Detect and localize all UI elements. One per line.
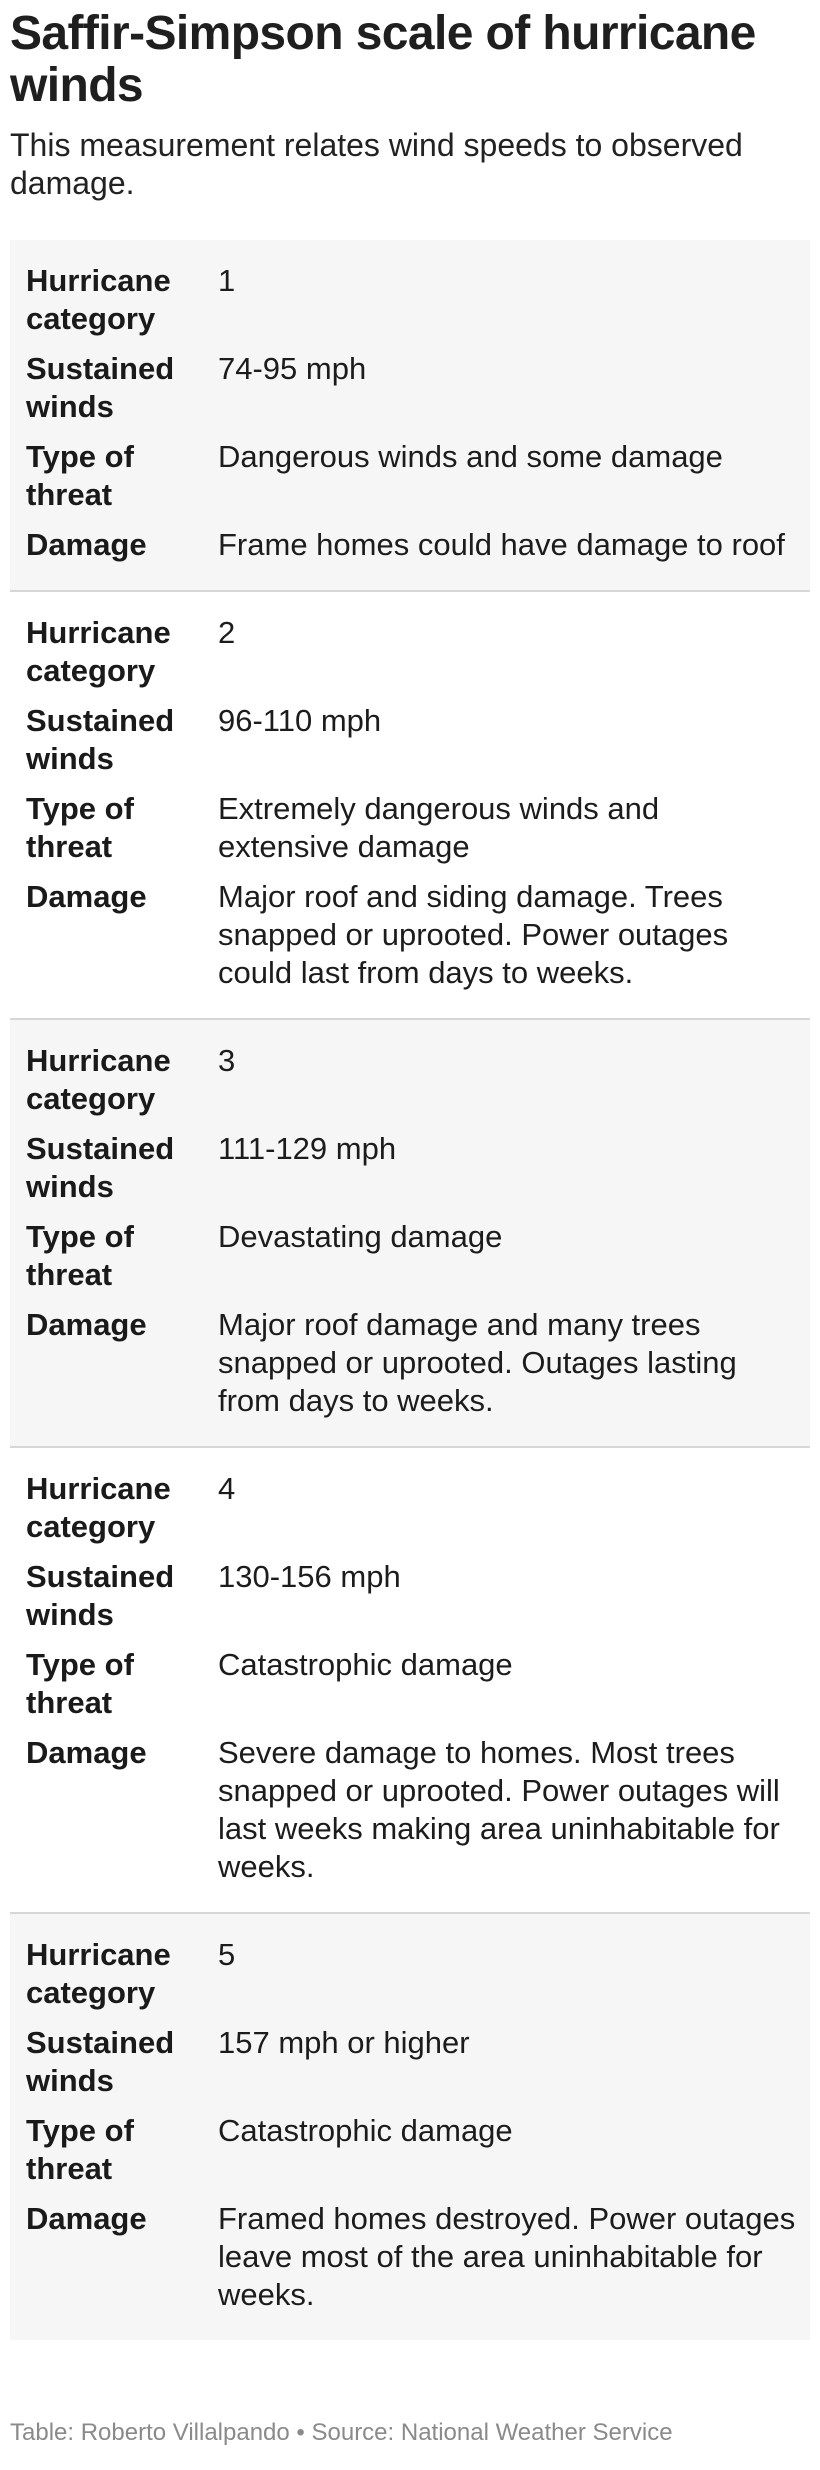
damage-value: Frame homes could have damage to roof (218, 527, 785, 562)
damage-label: Damage (26, 879, 147, 914)
threat-value: Extremely dangerous winds and extensive damage (218, 791, 660, 864)
category-label: Hurricane category (26, 615, 171, 688)
damage-field (10, 2200, 810, 2314)
category-label: Hurricane category (26, 1043, 171, 1116)
damage-label: Damage (26, 2201, 147, 2236)
category-field (10, 1470, 810, 1546)
category-field (10, 262, 810, 338)
winds-field (10, 350, 810, 426)
table-record (10, 1914, 810, 2340)
winds-value: 157 mph or higher (218, 2025, 470, 2060)
page-title: Saffir-Simpson scale of hurricane winds (10, 7, 756, 112)
threat-field (10, 1646, 810, 1722)
threat-value: Devastating damage (218, 1219, 503, 1254)
winds-label: Sustained winds (26, 1559, 175, 1632)
threat-value: Dangerous winds and some damage (218, 439, 723, 474)
winds-label: Sustained winds (26, 1131, 175, 1204)
category-label: Hurricane category (26, 263, 171, 336)
winds-field (10, 1558, 810, 1634)
category-value: 5 (218, 1937, 236, 1972)
damage-label: Damage (26, 1735, 147, 1770)
winds-value: 96-110 mph (218, 703, 382, 738)
damage-field (10, 1306, 810, 1420)
winds-label: Sustained winds (26, 703, 175, 776)
threat-value: Catastrophic damage (218, 1647, 513, 1682)
threat-field (10, 790, 810, 866)
winds-value: 74-95 mph (218, 351, 367, 386)
hurricane-table (10, 240, 810, 2340)
winds-value: 111-129 mph (218, 1131, 397, 1166)
threat-label: Type of threat (26, 1647, 134, 1720)
category-field (10, 1042, 810, 1118)
winds-field (10, 702, 810, 778)
damage-value: Framed homes destroyed. Power outages leave most of the area uninhabitable for weeks. (218, 2201, 796, 2312)
damage-label: Damage (26, 527, 147, 562)
table-record (10, 592, 810, 1020)
threat-label: Type of threat (26, 791, 134, 864)
threat-label: Type of threat (26, 2113, 134, 2186)
category-field (10, 614, 810, 690)
damage-value: Severe damage to homes. Most trees snapped or uprooted. Power outages will last weeks making area uninhabitable for weeks. (218, 1735, 780, 1884)
category-value: 1 (218, 263, 236, 298)
threat-field (10, 1218, 810, 1294)
category-value: 3 (218, 1043, 236, 1078)
category-value: 2 (218, 615, 236, 650)
damage-value: Major roof damage and many trees snapped or uprooted. Outages lasting from days to weeks. (218, 1307, 737, 1418)
table-record (10, 1448, 810, 1914)
damage-field (10, 1734, 810, 1886)
damage-field (10, 878, 810, 992)
threat-value: Catastrophic damage (218, 2113, 513, 2148)
table-record (10, 1020, 810, 1448)
winds-field (10, 2024, 810, 2100)
threat-label: Type of threat (26, 1219, 134, 1292)
winds-value: 130-156 mph (218, 1559, 401, 1594)
damage-field (10, 526, 810, 564)
threat-field (10, 438, 810, 514)
winds-field (10, 1130, 810, 1206)
category-field (10, 1936, 810, 2012)
damage-label: Damage (26, 1307, 147, 1342)
category-value: 4 (218, 1471, 236, 1506)
winds-label: Sustained winds (26, 2025, 175, 2098)
threat-label: Type of threat (26, 439, 134, 512)
table-record (10, 240, 810, 592)
threat-field (10, 2112, 810, 2188)
page-subtitle: This measurement relates wind speeds to observed damage. (10, 127, 743, 201)
source-credit: Table: Roberto Villalpando • Source: National Weather Service (10, 2419, 673, 2446)
category-label: Hurricane category (26, 1471, 171, 1544)
category-label: Hurricane category (26, 1937, 171, 2010)
winds-label: Sustained winds (26, 351, 175, 424)
damage-value: Major roof and siding damage. Trees snapped or uprooted. Power outages could last from days to weeks. (218, 879, 729, 990)
